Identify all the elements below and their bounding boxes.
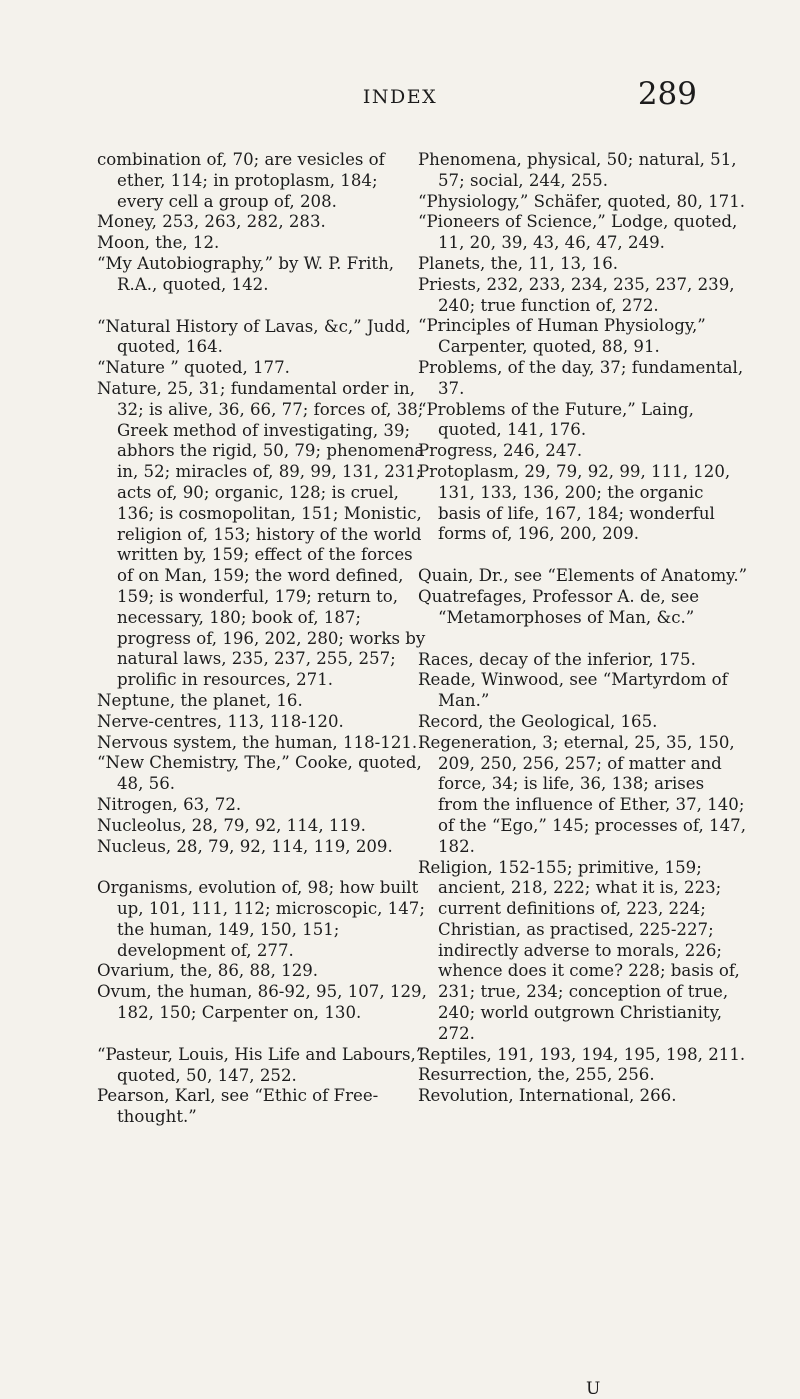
index-entry: “Physiology,” Schäfer, quoted, 80, 171. bbox=[418, 191, 746, 211]
index-entry: “Problems of the Future,” Laing, quoted, 141, 176. bbox=[418, 399, 694, 440]
index-entry: “Pioneers of Science,” Lodge, quoted, 11, 20, 39, 43, 46, 47, 249. bbox=[418, 212, 738, 253]
running-title: INDEX bbox=[362, 86, 438, 108]
index-entry: Problems, of the day, 37; fundamental, 37. bbox=[418, 357, 744, 398]
index-entry: Nitrogen, 63, 72. bbox=[97, 794, 242, 814]
index-entry: Ovum, the human, 86-92, 95, 107, 129, 182, 150; Carpenter on, 130. bbox=[97, 982, 427, 1023]
section-gap bbox=[97, 857, 427, 878]
index-column-right bbox=[418, 150, 748, 1107]
section-gap bbox=[97, 296, 427, 317]
page-header bbox=[0, 76, 800, 116]
index-entry: Quain, Dr., see “Elements of Anatomy.” bbox=[418, 566, 748, 586]
index-entry: Ovarium, the, 86, 88, 129. bbox=[97, 961, 319, 981]
index-entry: “Nature ” quoted, 177. bbox=[97, 358, 290, 378]
index-entry: “Pasteur, Louis, His Life and Labours,” quoted, 50, 147, 252. bbox=[97, 1044, 425, 1085]
index-entry: Resurrection, the, 255, 256. bbox=[418, 1065, 655, 1085]
index-entry: Races, decay of the inferior, 175. bbox=[418, 649, 696, 669]
index-entry: Nerve-centres, 113, 118-120. bbox=[97, 711, 344, 731]
index-entry: Organisms, evolution of, 98; how built up, 101, 111, 112; microscopic, 147; the human, 149, 150, 151; development of, 277. bbox=[97, 878, 425, 960]
section-gap bbox=[418, 629, 748, 650]
index-entry: “New Chemistry, The,” Cooke, quoted, 48, 56. bbox=[97, 753, 422, 794]
index-entry: Progress, 246, 247. bbox=[418, 441, 583, 461]
index-entry: “Natural History of Lavas, &c,” Judd, quoted, 164. bbox=[97, 316, 411, 357]
index-entry: Record, the Geological, 165. bbox=[418, 711, 658, 731]
index-entry: Neptune, the planet, 16. bbox=[97, 690, 303, 710]
index-entry: Quatrefages, Professor A. de, see “Metamorphoses of Man, &c.” bbox=[418, 586, 700, 627]
section-gap bbox=[418, 545, 748, 566]
index-entry: Nucleolus, 28, 79, 92, 114, 119. bbox=[97, 815, 366, 835]
index-entry: Pearson, Karl, see “Ethic of Free-thought.” bbox=[97, 1086, 379, 1127]
index-column-left bbox=[97, 150, 427, 1128]
page-number: 289 bbox=[637, 76, 697, 112]
index-entry: Moon, the, 12. bbox=[97, 233, 220, 253]
index-entry: combination of, 70; are vesicles of ether, 114; in protoplasm, 184; every cell a group of, 208. bbox=[97, 150, 385, 211]
index-entry: Nervous system, the human, 118-121. bbox=[97, 732, 418, 752]
index-entry: Protoplasm, 29, 79, 92, 99, 111, 120, 131, 133, 136, 200; the organic basis of life, 167, 184; wonderful forms of, 196, 200, 209. bbox=[418, 461, 731, 544]
index-entry: Religion, 152-155; primitive, 159; ancient, 218, 222; what it is, 223; current definitions of, 223, 224; Christian, as practised, 225-227; indirectly adverse to morals, 226; whence does it come? 228; basis of, 231; true, 234; conception of true, 240; world outgrown Christianity, 272. bbox=[418, 857, 740, 1043]
index-entry: Priests, 232, 233, 234, 235, 237, 239, 240; true function of, 272. bbox=[418, 274, 735, 315]
index-entry: Nucleus, 28, 79, 92, 114, 119, 209. bbox=[97, 836, 393, 856]
index-entry: Reade, Winwood, see “Martyrdom of Man.” bbox=[418, 670, 728, 711]
section-gap bbox=[97, 1024, 427, 1045]
index-entry: “My Autobiography,” by W. P. Frith, R.A., quoted, 142. bbox=[97, 253, 395, 294]
index-entry: Reptiles, 191, 193, 194, 195, 198, 211. bbox=[418, 1044, 746, 1064]
index-entry: Regeneration, 3; eternal, 25, 35, 150, 209, 250, 256, 257; of matter and force, 34; is life, 36, 138; arises from the influence of Ether, 37, 140; of the “Ego,” 145; processes of, 147, 182. bbox=[418, 732, 746, 856]
index-entry: Nature, 25, 31; fundamental order in, 32; is alive, 36, 66, 77; forces of, 38; Greek method of investigating, 39; abhors the rigid, 50, 79; phenomena in, 52; miracles of, 89, 99, 131, 231; acts of, 90; organic, 128; is cruel, 136; is cosmopolitan, 151; Monistic, religion of, 153; history of the world written by, 159; effect of the forces of on Man, 159; the word defined, 159; is wonderful, 179; return to, necessary, 180; book of, 187; progress of, 196, 202, 280; works by natural laws, 235, 237, 255, 257; prolific in resources, 271. bbox=[97, 378, 426, 690]
index-entry: Money, 253, 263, 282, 283. bbox=[97, 212, 326, 232]
index-entry: Phenomena, physical, 50; natural, 51, 57; social, 244, 255. bbox=[418, 150, 737, 190]
signature-mark: U bbox=[586, 1379, 601, 1399]
index-entry: Revolution, International, 266. bbox=[418, 1086, 677, 1106]
index-entry: “Principles of Human Physiology,” Carpenter, quoted, 88, 91. bbox=[418, 316, 706, 357]
index-entry: Planets, the, 11, 13, 16. bbox=[418, 253, 619, 273]
